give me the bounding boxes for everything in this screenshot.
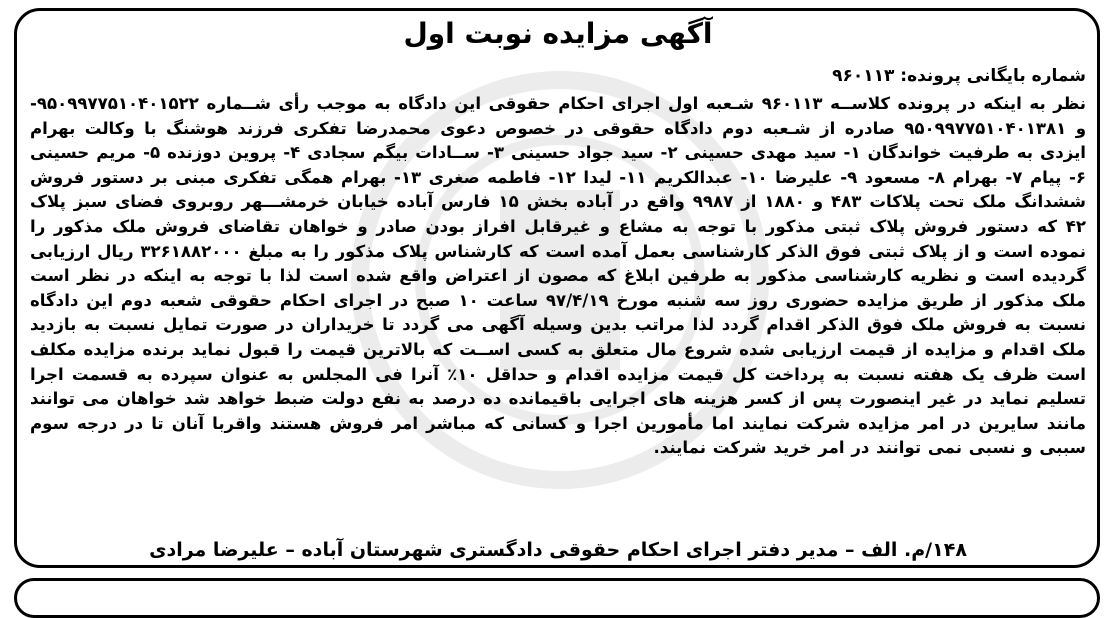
next-notice-frame (14, 578, 1100, 618)
notice-signature: ۱۴۸/م. الف – مدیر دفتر اجرای احکام حقوقی دادگستری شهرستان آباده – علیرضا مرادی (149, 539, 967, 561)
case-number: شماره بایگانی پرونده: ۹۶۰۱۱۳ (832, 66, 1086, 86)
notice-body: نظر به اینکه در پرونده کلاســه ۹۶۰۱۱۳ شـعبه اول اجرای احکام حقوقی این دادگاه به موجب رأی شــماره ۹۵۰۹۹۷۷۵۱۰۴۰۱۵۲۲- و ۹۵۰۹۹۷۷۵۱۰۴۰۱۳۸۱ صادره از شـعبه دوم دادگاه حقوقی در خصوص دعوی محمدرضا تفکری فرزند هوشنگ با وکالت بهرام ایزدی به طرفیت خواندگان ۱- سید مهدی حسینی ۲- سید جواد حسینی ۳- ســادات بیگم سجادی ۴- پروین دوزنده ۵- مریم حسینی ۶- پیام ۷- بهرام ۸- مسعود ۹- علیرضا ۱۰- عبدالکریم ۱۱- لیدا ۱۲- فاطمه صغری ۱۳- بهرام همگی تفکری مبنی بر دستور فروش ششدانگ ملک تحت پلاکات ۴۸۳ و ۱۸۸۰ از ۹۹۸۷ واقع در آباده بخش ۱۵ فارس آباده خیابان خرمشـــهر روبروی فضای سبز پلاک ۴۲ که دستور فروش پلاک ثبتی مذکور با توجه به مشاع و غیرقابل افراز بودن صادر و خواهان تقاضای فروش ملک مذکور را نموده است و از پلاک ثبتی فوق الذکر کارشناسی بعمل آمده است که کارشناس پلاک مذکور را به مبلغ ۳۲۶۱۸۸۲۰۰۰ ریال ارزیابی گردیده است و نظریه کارشناسی مذکور به طرفین ابلاغ که مصون از اعتراض واقع شده است لذا با توجه به اینکه در نظر است ملک مذکور از طریق مزایده حضوری روز سه شنبه مورخ ۹۷/۴/۱۹ ساعت ۱۰ صبح در اجرای احکام حقوقی شعبه دوم این دادگاه نسبت به فروش ملک فوق الذکر اقدام گردد لذا مراتب بدین وسیله آگهی می گردد تا خریداران در صورت تمایل نسبت به بازدید ملک اقدام و مزایده از قیمت ارزیابی شده شروع مال متعلق به کسی اســت که بالاترین قیمت را قبول نماید برنده مزایده مکلف است ظرف یک هفته نسبت به پرداخت کل قیمت مزایده اقدام و حداقل ۱۰٪ آنرا فی المجلس به عنوان سپرده به قسمت اجرا تسلیم نماید در غیر اینصورت پس از کسر هزینه های اجرایی باقیمانده ده درصد به نفع دولت ضبط خواهد شد خواهان می توانند مانند سایرین در امر مزایده شرکت نمایند اما مأمورین اجرا و کسانی که مباشر امر فروش هستند واقربا آنان تا در درجه سوم سببی و نسبی نمی توانند در امر خرید شرکت نمایند. (30, 94, 1087, 458)
notice-title: آگهی مزایده نوبت اول (403, 17, 713, 50)
